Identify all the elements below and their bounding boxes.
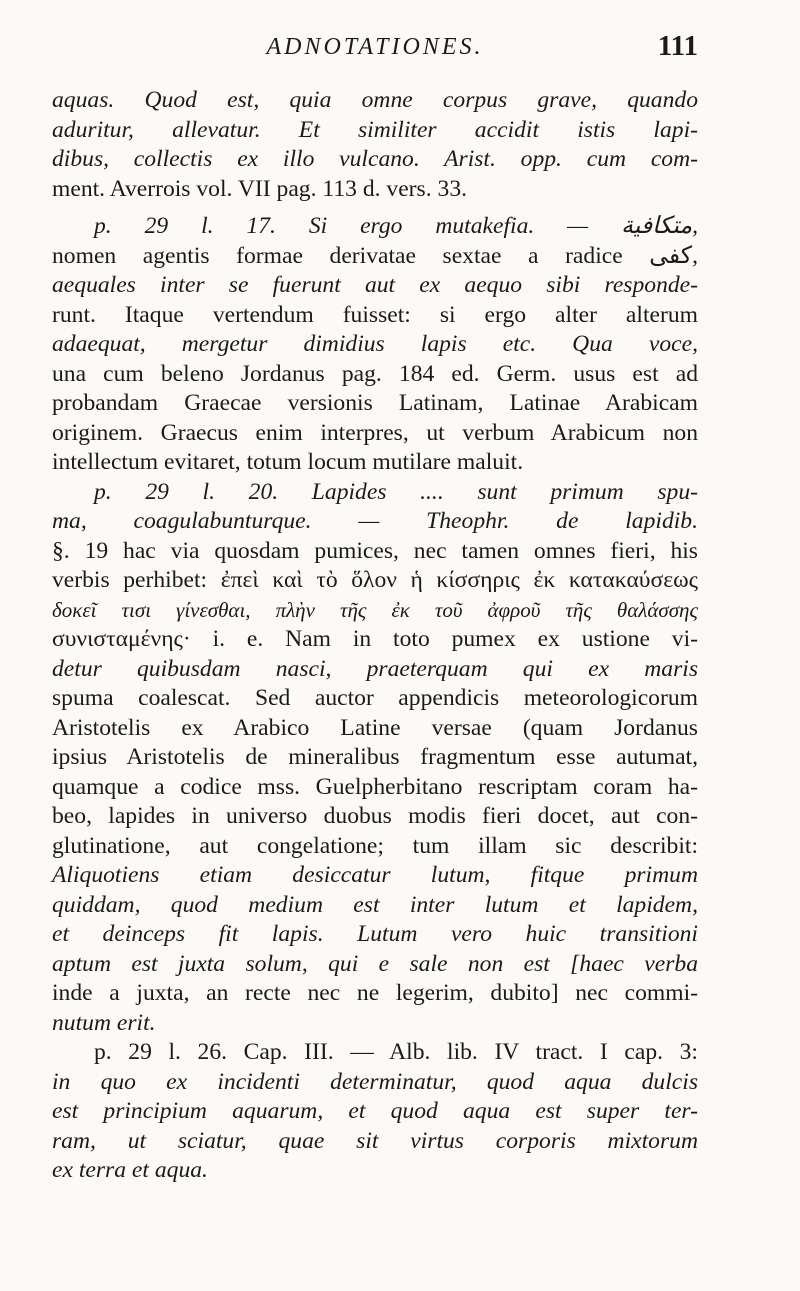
text-line: aquas. Quod est, quia omne corpus grave, quando [52, 87, 698, 113]
text-line: ment. Averrois vol. VII pag. 113 d. vers. 33. [52, 175, 468, 202]
text-line: nutum erit. [52, 1009, 156, 1036]
text-line: ipsius Aristotelis de mineralibus fragmentum esse autumat, [52, 744, 698, 770]
text-line: Aristotelis ex Arabico Latine versae (quam Jordanus [52, 714, 698, 741]
note-heading-line: p. 29 l. 26. Cap. III. — Alb. lib. IV tract. I cap. 3: [94, 1039, 698, 1065]
text-line: originem. Graecus enim interpres, ut verbum Arabicum non [52, 419, 698, 446]
text-line: §. 19 hac via quosdam pumices, nec tamen omnes fieri, his [52, 537, 698, 564]
text-line: quiddam, quod medium est inter lutum et lapidem, [52, 891, 698, 918]
note-heading-line: p. 29 l. 17. Si ergo mutakefia. — متكافية, [94, 213, 698, 239]
text-line: Aliquotiens etiam desiccatur lutum, fitque primum [52, 862, 698, 888]
text-line: runt. Itaque vertendum fuisset: si ergo alter alterum [52, 301, 698, 328]
text-line: in quo ex incidenti determinatur, quod aqua dulcis [52, 1068, 698, 1095]
text-line: quamque a codice mss. Guelpherbitano rescriptam coram ha- [52, 773, 698, 800]
text-line: est principium aquarum, et quod aqua est super ter- [52, 1098, 698, 1124]
text-line: verbis perhibet: ἐπεὶ καὶ τὸ ὅλον ἡ κίσσηρις ἐκ κατακαύσεως [52, 567, 698, 593]
text-line: una cum beleno Jordanus pag. 184 ed. Germ. usus est ad [52, 360, 698, 387]
running-head: ADNOTATIONES. [266, 34, 484, 60]
text-line: et deinceps fit lapis. Lutum vero huic transitioni [52, 921, 698, 947]
page-number: 111 [657, 30, 698, 62]
text-line: probandam Graecae versionis Latinam, Latinae Arabicam [52, 390, 698, 416]
text-line: ex terra et aqua. [52, 1157, 208, 1183]
text-line: glutinatione, aut congelatione; tum illam sic describit: [52, 832, 698, 859]
page-header [52, 28, 698, 80]
note-heading-line: p. 29 l. 20. Lapides .... sunt primum spu- [94, 478, 698, 505]
text-line: ma, coagulabunturque. — Theophr. de lapidib. [52, 508, 698, 534]
text-line: nomen agentis formae derivatae sextae a radice كفى, [52, 242, 698, 269]
text-line: intellectum evitaret, totum locum mutilare maluit. [52, 449, 524, 475]
text-line: aduritur, allevatur. Et similiter accidit istis lapi- [52, 116, 698, 143]
text-line: adaequat, mergetur dimidius lapis etc. Qua voce, [52, 331, 698, 357]
greek-text-line: δοκεῖ τισι γίνεσθαι, πλὴν τῆς ἐκ τοῦ ἀφροῦ τῆς θαλάσσης [52, 597, 698, 622]
text-line: aptum est juxta solum, qui e sale non est [haec verba [52, 950, 698, 977]
annotation-text [52, 86, 698, 1186]
text-line: dibus, collectis ex illo vulcano. Arist. opp. cum com- [52, 146, 698, 172]
text-line: συνισταμένης· i. e. Nam in toto pumex ex ustione vi- [52, 626, 698, 652]
text-line: inde a juxta, an recte nec ne legerim, dubito] nec commi- [52, 980, 698, 1006]
book-page [52, 28, 698, 1258]
text-line: spuma coalescat. Sed auctor appendicis meteorologicorum [52, 685, 698, 711]
text-line: beo, lapides in universo duobus modis fieri docet, aut con- [52, 803, 698, 829]
text-line: aequales inter se fuerunt aut ex aequo sibi responde- [52, 272, 698, 298]
text-line: detur quibusdam nasci, praeterquam qui ex maris [52, 655, 698, 682]
text-line: ram, ut sciatur, quae sit virtus corporis mixtorum [52, 1127, 698, 1154]
